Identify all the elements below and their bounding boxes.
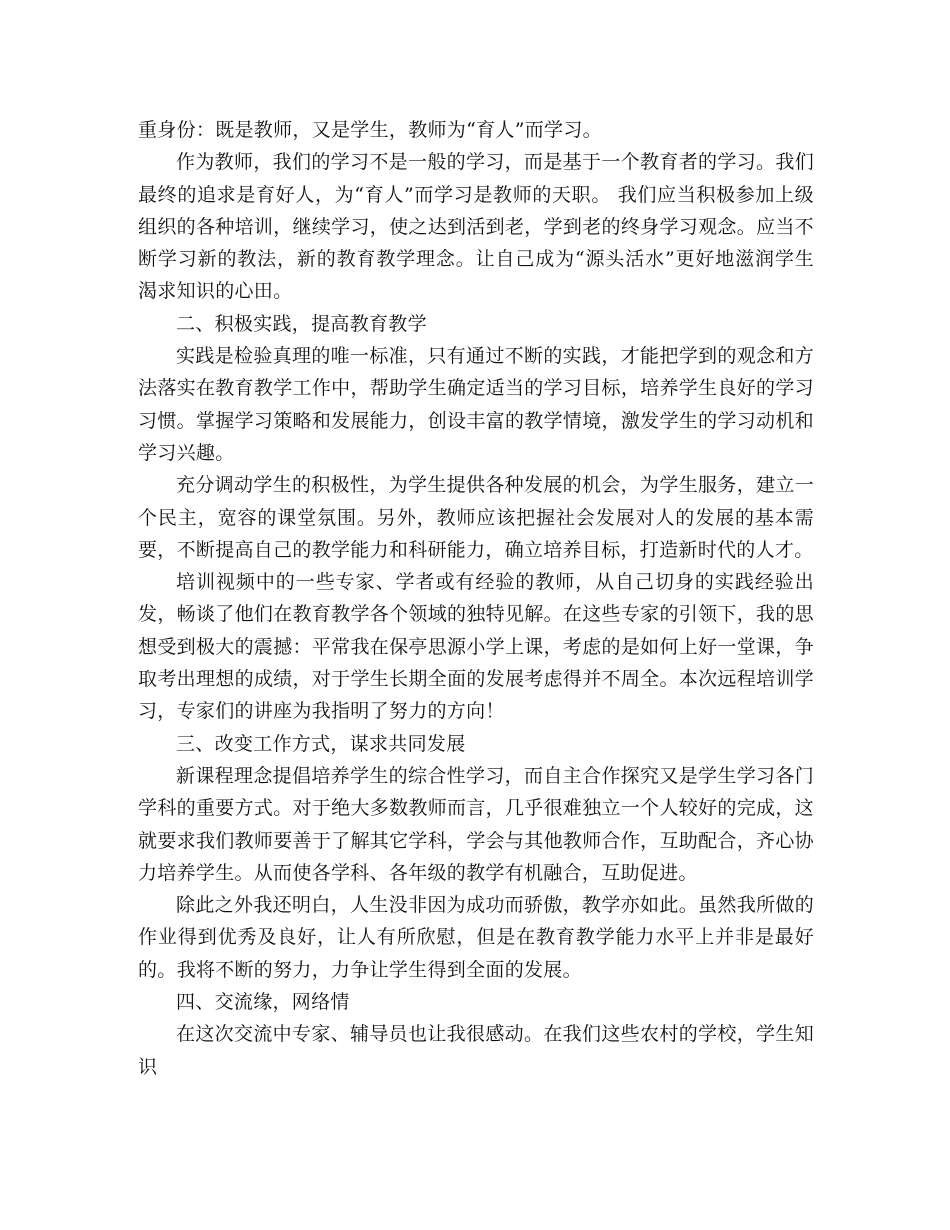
paragraph-cooperation: 新课程理念提倡培养学生的综合性学习，而自主合作探究又是学生学习各门学科的重要方式。对于绝大多数教师而言，几乎很难独立一个人较好的完成，这就要求我们教师要善于了解其它学科，学会与其他教师合作，互助配合，齐心协力培养学生。从而使各学科、各年级的教学有机融合，互助促进。 (138, 764, 814, 884)
paragraph-practice: 实践是检验真理的唯一标准，只有通过不断的实践，才能把学到的观念和方法落实在教育教学工作中，帮助学生确定适当的学习目标，培养学生良好的学习习惯。掌握学习策略和发展能力，创设丰富的教学情境，激发学生的学习动机和学习兴趣。 (138, 345, 814, 464)
section-heading-3: 三、改变工作方式，谋求共同发展 (176, 732, 466, 755)
paragraph-reflection: 除此之外我还明白，人生没非因为成功而骄傲，教学亦如此。虽然我所做的作业得到优秀及良好，让人有所欣慰，但是在教育教学能力水平上并非是最好的。我将不断的努力，力争让学生得到全面的发展。 (138, 894, 814, 981)
section-heading-4: 四、交流缘，网络情 (176, 991, 350, 1014)
paragraph-exchange: 在这次交流中专家、辅导员也让我很感动。在我们这些农村的学校，学生知识 (138, 1023, 814, 1078)
paragraph-continuation: 重身份：既是教师，又是学生，教师为“育人”而学习。 (138, 119, 602, 141)
section-heading-2: 二、积极实践，提高教育教学 (176, 312, 427, 335)
paragraph-teacher-learning: 作为教师，我们的学习不是一般的学习，而是基于一个教育者的学习。我们最终的追求是育好人，为“育人”而学习是教师的天职。 我们应当积极参加上级组织的各种培训，继续学习，使之达到活到老，学到老的终身学习观念。应当不断学习新的教法，新的教育教学理念。让自己成为“源头活水”更好地滋润学生渴求知识的心田。 (138, 151, 814, 303)
document-body (138, 114, 814, 1083)
paragraph-experts: 培训视频中的一些专家、学者或有经验的教师，从自己切身的实践经验出发，畅谈了他们在教育教学各个领域的独特见解。在这些专家的引领下，我的思想受到极大的震撼：平常我在保亭思源小学上课，考虑的是如何上好一堂课，争取考出理想的成绩，对于学生长期全面的发展考虑得并不周全。本次远程培训学习，专家们的讲座为我指明了努力的方向！ (138, 571, 814, 723)
paragraph-motivation: 充分调动学生的积极性，为学生提供各种发展的机会，为学生服务，建立一个民主，宽容的课堂氛围。另外，教师应该把握社会发展对人的发展的基本需要，不断提高自己的教学能力和科研能力，确立培养目标，打造新时代的人才。 (138, 474, 814, 561)
